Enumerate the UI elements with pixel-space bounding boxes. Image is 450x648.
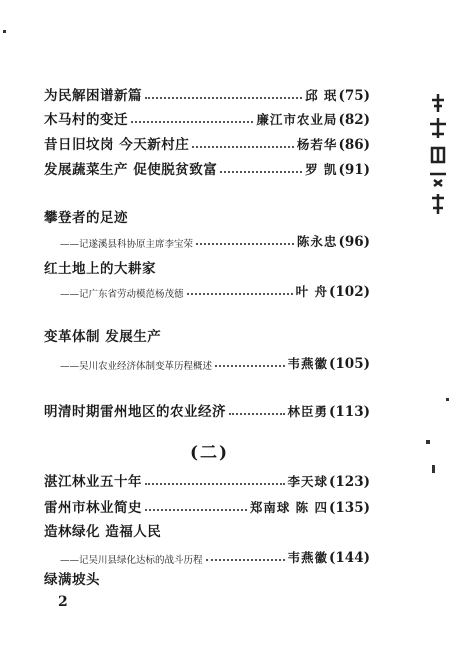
entry-author: 李天球	[287, 474, 329, 489]
entry-title: 雷州市林业简史	[44, 500, 142, 516]
toc-entry[interactable]	[44, 400, 370, 420]
scan-speck	[3, 30, 6, 33]
leader-dots	[220, 171, 302, 173]
entry-title: 昔日旧坟岗 今天新村庄	[44, 137, 190, 153]
entry-author: 郑南球 陈 四	[249, 500, 329, 515]
entry-page: (113)	[329, 404, 370, 420]
entry-subtitle: ——记遂溪县科协原主席李宝荣	[60, 239, 194, 250]
entry-title: 为民解困谱新篇	[44, 88, 142, 104]
entry-author: 陈永忠	[296, 234, 338, 249]
leader-dots	[145, 483, 285, 485]
section-heading: (二)	[190, 443, 230, 463]
entry-title: 红土地上的大耕家	[44, 261, 156, 277]
toc-entry[interactable]	[44, 84, 370, 104]
leader-dots	[192, 146, 294, 148]
leader-dots	[131, 121, 253, 123]
entry-author: 罗 凯	[305, 162, 338, 177]
entry-author: 叶 舟	[295, 284, 329, 299]
entry-page: (123)	[329, 474, 370, 490]
bleed-through-marks	[418, 90, 450, 220]
entry-title: 攀登者的足迹	[44, 210, 128, 226]
leader-dots	[145, 97, 302, 99]
scan-speck	[426, 440, 430, 444]
entry-page: (91)	[338, 162, 370, 178]
entry-subtitle: ——记广东省劳动模范杨茂德	[60, 289, 184, 300]
page-number: 2	[58, 594, 68, 610]
entry-author: 韦燕徽	[287, 356, 329, 371]
entry-title: 湛江林业五十年	[44, 474, 142, 490]
entry-title: 发展蔬菜生产 促使脱贫致富	[44, 162, 218, 178]
leader-dots	[187, 293, 293, 295]
entry-page: (135)	[329, 500, 370, 516]
entry-page: (102)	[329, 284, 370, 300]
entry-page: (96)	[338, 234, 370, 250]
entry-title: 明清时期雷州地区的农业经济	[44, 404, 226, 420]
entry-title: 木马村的变迁	[44, 112, 128, 128]
toc-entry[interactable]	[44, 325, 370, 345]
toc-subentry	[60, 230, 370, 250]
leader-dots	[206, 559, 285, 561]
entry-author: 廉江市农业局	[256, 112, 338, 127]
toc-entry[interactable]	[44, 470, 370, 490]
entry-page: (75)	[338, 88, 370, 104]
toc-entry[interactable]	[44, 520, 370, 540]
toc-entry[interactable]	[44, 568, 370, 588]
toc-entry[interactable]	[44, 133, 370, 153]
toc-entry[interactable]	[44, 158, 370, 178]
entry-page: (86)	[338, 137, 370, 153]
leader-dots	[196, 243, 294, 245]
entry-author: 杨若华	[296, 137, 338, 152]
leader-dots	[215, 365, 285, 367]
entry-subtitle: ——记吴川县绿化达标的战斗历程	[60, 555, 203, 566]
toc-subentry	[60, 352, 370, 372]
entry-page: (82)	[338, 112, 370, 128]
leader-dots	[229, 413, 285, 415]
toc-subentry	[60, 546, 370, 566]
entry-title: 变革体制 发展生产	[44, 329, 162, 345]
entry-page: (144)	[329, 550, 370, 566]
leader-dots	[145, 509, 247, 511]
toc-entry[interactable]	[44, 108, 370, 128]
entry-subtitle: ——吴川农业经济体制变革历程概述	[60, 361, 213, 372]
entry-title: 绿满坡头	[44, 572, 100, 588]
entry-page: (105)	[329, 356, 370, 372]
scan-speck	[446, 398, 449, 401]
scan-speck	[432, 465, 435, 473]
entry-author: 邱 珉	[305, 88, 338, 103]
toc-entry[interactable]	[44, 496, 370, 516]
entry-author: 韦燕徽	[287, 550, 329, 565]
toc-entry[interactable]	[44, 206, 370, 226]
entry-author: 林臣勇	[287, 404, 329, 419]
entry-title: 造林绿化 造福人民	[44, 524, 162, 540]
toc-entry[interactable]	[44, 257, 370, 277]
toc-subentry	[60, 280, 370, 300]
